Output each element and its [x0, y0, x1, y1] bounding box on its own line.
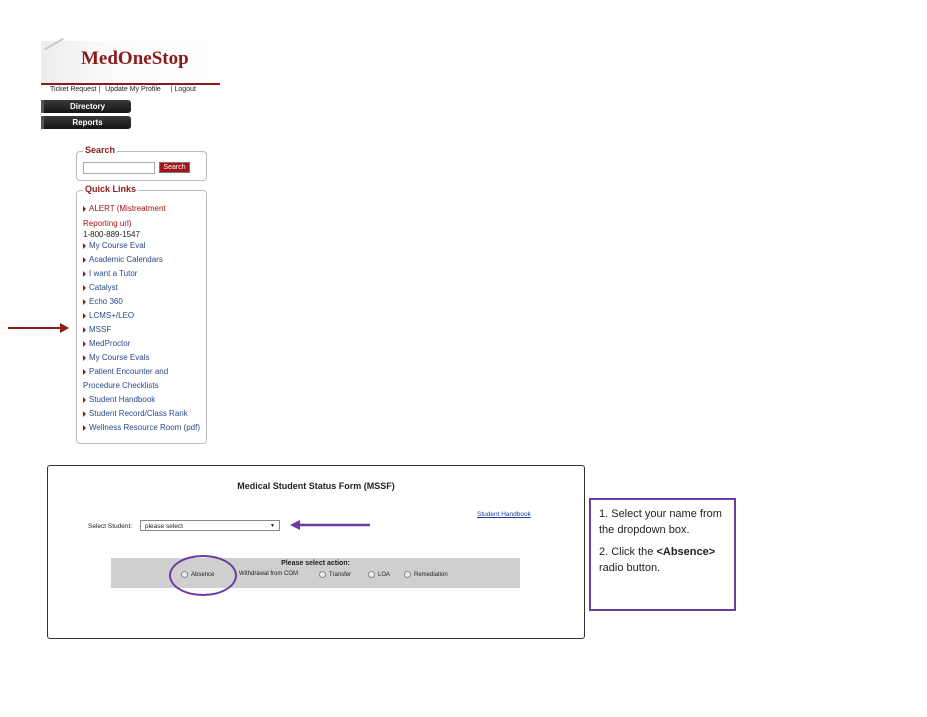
absence-highlight-circle	[169, 555, 237, 596]
action-title: Please select action:	[281, 560, 350, 567]
bullet-triangle-icon	[83, 285, 86, 291]
bullet-triangle-icon	[83, 271, 86, 277]
dropdown-caret-icon: ▼	[270, 523, 275, 529]
quick-link-my-course-eval[interactable]: My Course Eval	[83, 241, 145, 250]
logout-link[interactable]: | Logout	[170, 86, 196, 93]
quick-link-student-handbook[interactable]: Student Handbook	[83, 395, 155, 404]
bullet-triangle-icon	[83, 206, 86, 212]
quick-link-patient-encounter-cont[interactable]: Procedure Checklists	[83, 381, 159, 390]
quick-link-mssf[interactable]: MSSF	[83, 325, 111, 334]
select-student-dropdown[interactable]	[140, 520, 280, 531]
radio-icon	[368, 571, 375, 578]
quick-link-wellness[interactable]: Wellness Resource Room (pdf)	[83, 423, 200, 432]
instruction-step-2: 2. Click the <Absence> radio button.	[599, 546, 716, 574]
nav-reports-button[interactable]: Reports	[44, 116, 131, 129]
radio-icon	[319, 571, 326, 578]
search-button[interactable]: Search	[159, 162, 190, 173]
nav-directory-button[interactable]: Directory	[44, 100, 131, 113]
instruction-step-1: 1. Select your name from the dropdown box.	[599, 508, 722, 536]
mssf-arrow-icon	[8, 322, 70, 334]
bullet-triangle-icon	[83, 355, 86, 361]
bullet-triangle-icon	[83, 313, 86, 319]
quick-link-medproctor[interactable]: MedProctor	[83, 339, 130, 348]
bullet-triangle-icon	[83, 299, 86, 305]
quick-links-legend: Quick Links	[85, 184, 137, 194]
logo-decoration	[44, 38, 64, 51]
radio-transfer[interactable]: Transfer	[319, 571, 351, 578]
site-logo[interactable]: MedOneStop	[81, 48, 189, 69]
search-input[interactable]	[83, 162, 155, 174]
radio-loa[interactable]: LOA	[368, 571, 390, 578]
alert-phone-number: 1-800-889-1547	[83, 230, 140, 239]
bullet-triangle-icon	[83, 425, 86, 431]
radio-withdrawal[interactable]: Withdrawal from COM	[239, 571, 299, 577]
bullet-triangle-icon	[83, 341, 86, 347]
bullet-triangle-icon	[83, 257, 86, 263]
student-handbook-link[interactable]: Student Handbook	[477, 511, 531, 518]
radio-absence[interactable]: Absence	[181, 571, 214, 578]
quick-links-panel	[76, 184, 207, 444]
select-student-label: Select Student:	[88, 523, 133, 530]
quick-link-echo-360[interactable]: Echo 360	[83, 297, 123, 306]
quick-link-alert-cont[interactable]: Reporting url)	[83, 219, 132, 228]
update-profile-link[interactable]: Update My Profile	[105, 86, 161, 93]
instruction-box	[589, 498, 736, 611]
bullet-triangle-icon	[83, 243, 86, 249]
quick-link-catalyst[interactable]: Catalyst	[83, 283, 118, 292]
search-panel	[76, 145, 207, 181]
quick-link-lcms-leo[interactable]: LCMS+/LEO	[83, 311, 134, 320]
quick-link-patient-encounter[interactable]: Patient Encounter and	[83, 367, 168, 376]
absence-keyword: <Absence>	[656, 546, 716, 558]
search-legend: Search	[85, 145, 116, 155]
bullet-triangle-icon	[83, 369, 86, 375]
form-title: Medical Student Status Form (MSSF)	[237, 481, 395, 491]
select-pointer-arrow-icon	[290, 519, 372, 531]
quick-link-academic-calendars[interactable]: Academic Calendars	[83, 255, 163, 264]
quick-link-student-record[interactable]: Student Record/Class Rank	[83, 409, 188, 418]
top-links	[50, 86, 199, 93]
select-student-value: please select	[145, 523, 183, 530]
radio-remediation[interactable]: Remediation	[404, 571, 448, 578]
ticket-request-link[interactable]: Ticket Request |	[50, 86, 101, 93]
quick-link-tutor[interactable]: I want a Tutor	[83, 269, 137, 278]
bullet-triangle-icon	[83, 397, 86, 403]
quick-link-my-course-evals[interactable]: My Course Evals	[83, 353, 149, 362]
site-logo-banner	[41, 41, 220, 85]
bullet-triangle-icon	[83, 411, 86, 417]
quick-link-alert[interactable]: ALERT (Mistreatment	[83, 204, 166, 213]
mssf-form-screenshot	[47, 465, 585, 639]
bullet-triangle-icon	[83, 327, 86, 333]
radio-icon	[404, 571, 411, 578]
